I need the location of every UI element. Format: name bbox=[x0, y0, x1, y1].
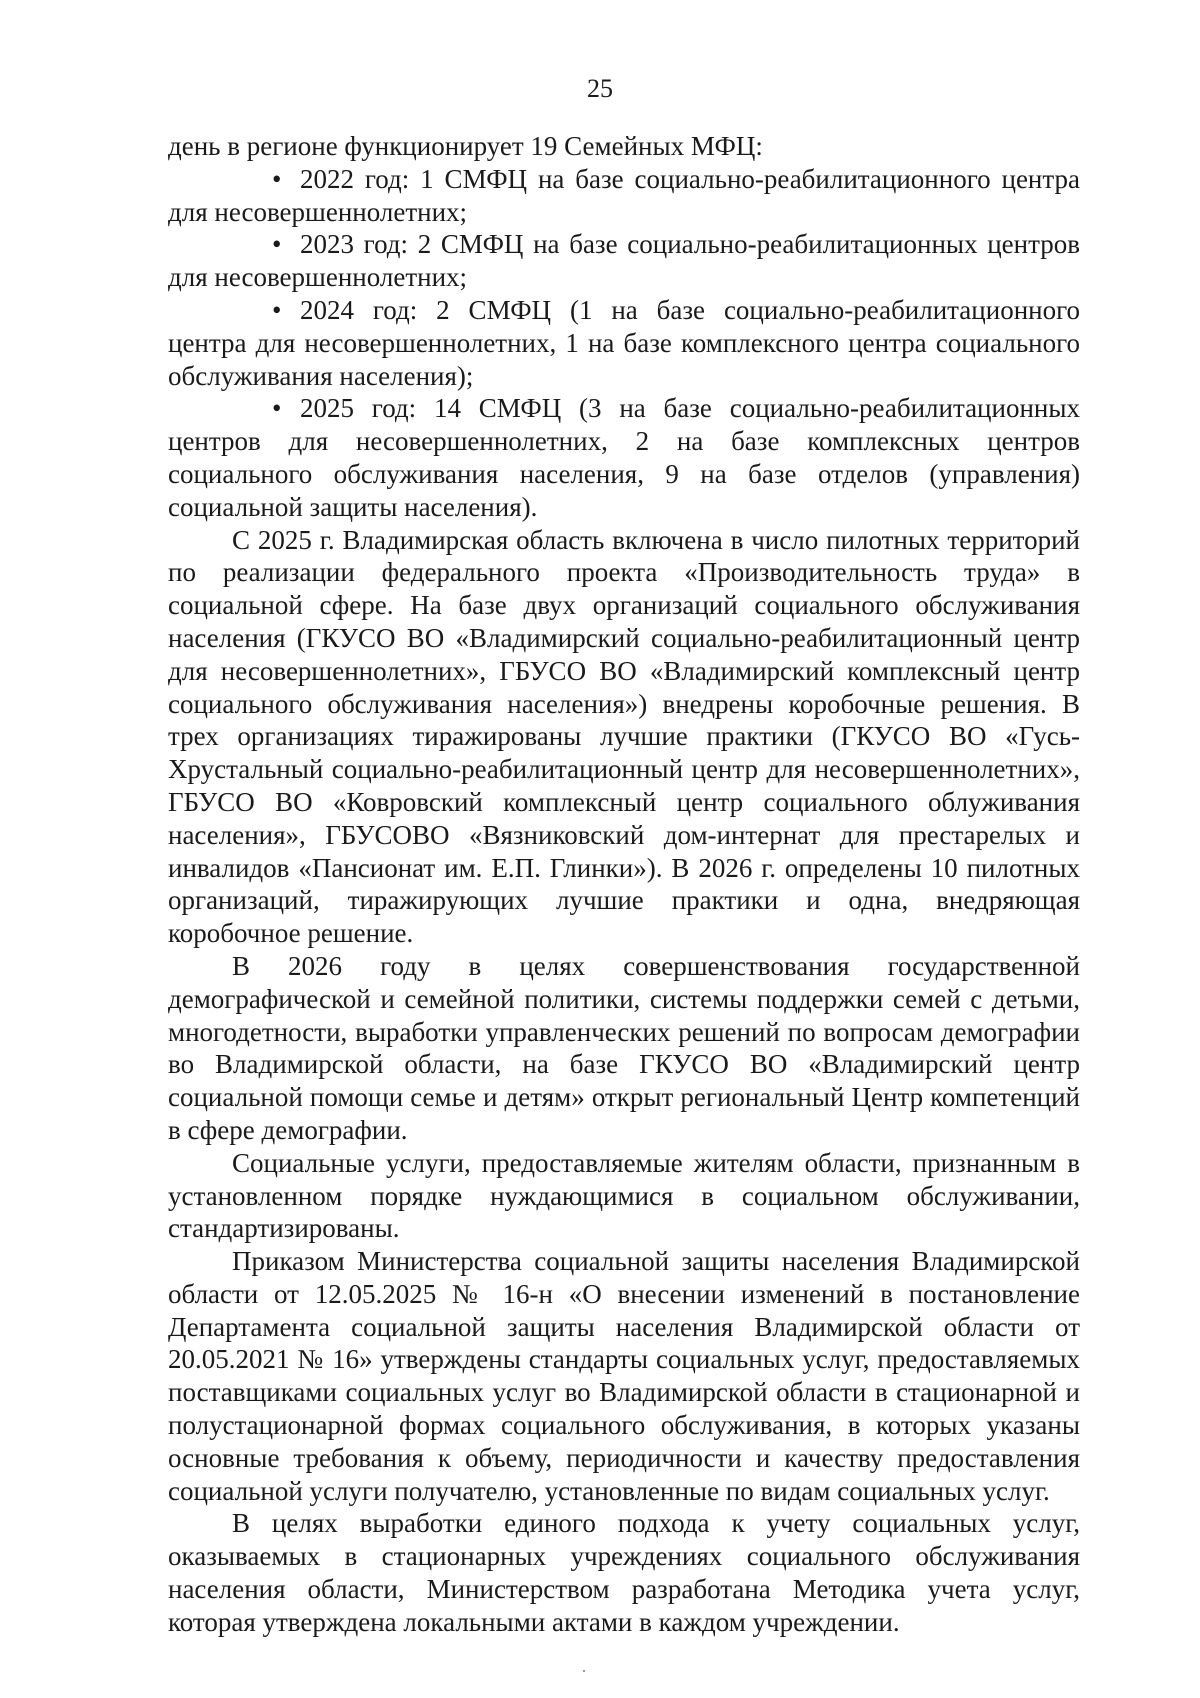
bullet-text: 2025 год: 14 СМФЦ (3 на базе социально-реабилитационных центров для несовершеннолетних, 2 на базе комплексных центров социального обслуживания населения, 9 на базе отделов (управления) социальной защиты населения). bbox=[168, 393, 1080, 522]
bullet-icon: • bbox=[272, 294, 282, 325]
bullet-icon: • bbox=[272, 163, 282, 194]
bullet-text: 2024 год: 2 СМФЦ (1 на базе социально-реабилитационного центра для несовершеннолетних, 1 на базе комплексного центра социального обслуживания населения); bbox=[168, 294, 1080, 391]
bullet-icon: • bbox=[272, 393, 282, 424]
bullet-item-2024 bbox=[168, 294, 1080, 392]
bullet-item-2022 bbox=[168, 163, 1080, 229]
paragraph-ministry-order: Приказом Министерства социальной защиты населения Владимирской области от 12.05.2025 № 16-н «О внесении изменений в постановление Департамента социальной защиты населения Владимирской области от 20.05.2021 № 16» утверждены стандарты социальных услуг, предоставляемых поставщиками социальных услуг во Владимирской области в стационарной и полустационарной формах социального обслуживания, в которых указаны основные требования к объему, периодичности и качеству предоставления социальной услуги получателю, установленные по видам социальных услуг. bbox=[168, 1246, 1080, 1506]
bullet-item-2023 bbox=[168, 228, 1080, 294]
paragraph-demography-center: В 2026 году в целях совершенствования государственной демографической и семейной политики, системы поддержки семей с детьми, многодетности, выработки управленческих решений по вопросам демографии во Владимирской области, на базе ГКУСО ВО «Владимирский центр социальной помощи семье и детям» открыт региональный Центр компетенций в сфере демографии. bbox=[168, 950, 1080, 1145]
paragraph-pilot-territory: С 2025 г. Владимирская область включена в число пилотных территорий по реализации федерального проекта «Производительность труда» в социальной сфере. На базе двух организаций социального обслуживания населения (ГКУСО ВО «Владимирский социально-реабилитационный центр для несовершеннолетних», ГБУСО ВО «Владимирский комплексный центр социального обслуживания населения») внедрены коробочные решения. В трех организациях тиражированы лучшие практики (ГКУСО ВО «Гусь-Хрустальный социально-реабилитационный центр для несовершеннолетних», ГБУСО ВО «Ковровский комплексный центр социального облуживания населения», ГБУСОВО «Вязниковский дом-интернат для престарелых и инвалидов «Пансионат им. Е.П. Глинки»). В 2026 г. определены 10 пилотных организаций, тиражирующих лучшие практики и одна, внедряющая коробочное решение. bbox=[168, 524, 1080, 949]
paragraph-accounting-method: В целях выработки единого подхода к учету социальных услуг, оказываемых в стационарных учреждениях социального обслуживания населения области, Министерством разработана Методика учета услуг, которая утверждена локальными актами в каждом учреждении. bbox=[168, 1508, 1080, 1637]
document-body bbox=[168, 130, 1080, 1639]
bullet-icon: • bbox=[272, 229, 282, 260]
paragraph-standardized-services: Социальные услуги, предоставляемые жителям области, признанным в установленном порядке нуждающимися в социальном обслуживании, стандартизированы. bbox=[168, 1147, 1080, 1244]
scan-speck bbox=[583, 1670, 585, 1672]
bullet-text: 2022 год: 1 СМФЦ на базе социально-реабилитационного центра для несовершеннолетних; bbox=[168, 163, 1080, 227]
lead-line: день в регионе функционирует 19 Семейных МФЦ: bbox=[168, 131, 763, 161]
bullet-text: 2023 год: 2 СМФЦ на базе социально-реабилитационных центров для несовершеннолетних; bbox=[168, 229, 1080, 293]
bullet-item-2025 bbox=[168, 392, 1080, 523]
page-number: 25 bbox=[587, 74, 613, 103]
